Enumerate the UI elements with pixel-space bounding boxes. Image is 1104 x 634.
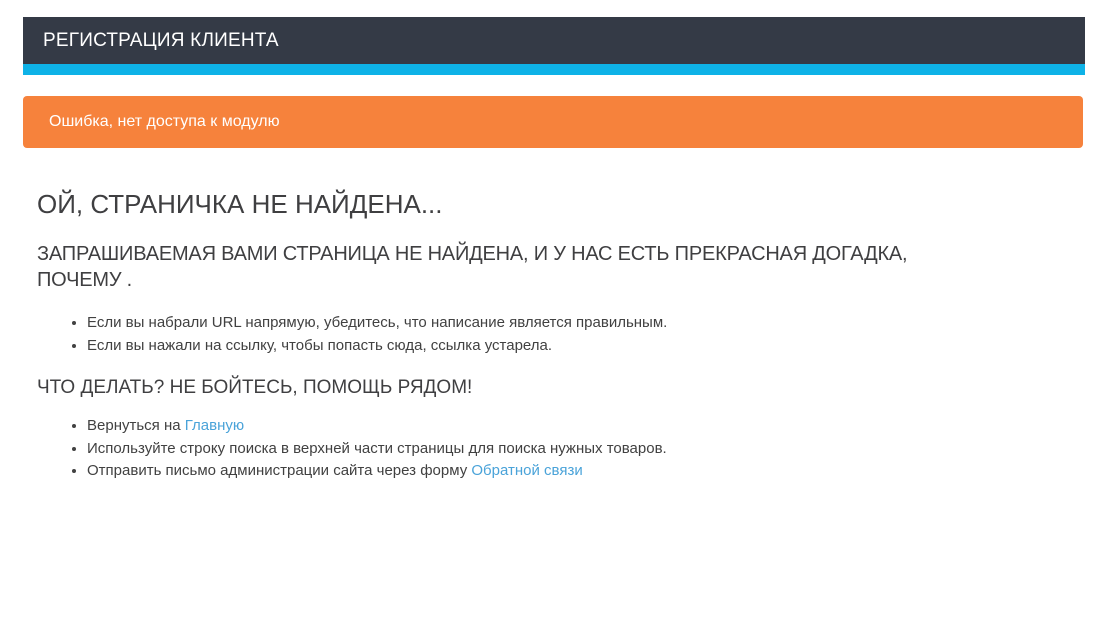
help-title: ЧТО ДЕЛАТЬ? НЕ БОЙТЕСЬ, ПОМОЩЬ РЯДОМ!	[37, 377, 473, 398]
reason-item-url: • Если вы набрали URL напрямую, убедитесь, что написание является правильным.	[87, 312, 1084, 335]
actions-list	[37, 415, 1084, 483]
subtitle-line-2: ПОЧЕМУ .	[37, 269, 133, 291]
action-item-feedback	[87, 460, 1084, 483]
not-found-content	[37, 189, 1084, 483]
home-link[interactable]: Главную	[184, 417, 245, 434]
reason-item-stale-link: • Если вы нажали на ссылку, чтобы попасть сюда, ссылка устарела.	[87, 335, 1084, 358]
feedback-link[interactable]: Обратной связи	[471, 462, 583, 479]
header-accent-bar	[23, 64, 1085, 75]
subtitle-line-1: ЗАПРАШИВАЕМАЯ ВАМИ СТРАНИЦА НЕ НАЙДЕНА, И У НАС ЕСТЬ ПРЕКРАСНАЯ ДОГАДКА,	[37, 243, 908, 265]
reasons-list	[37, 312, 1084, 357]
error-alert-text: Ошибка, нет доступа к модулю	[49, 113, 280, 130]
error-alert	[23, 96, 1083, 148]
page-header	[23, 17, 1085, 64]
action-search-text: Используйте строку поиска в верхней части страницы для поиска нужных товаров.	[87, 439, 667, 457]
action-feedback-text: Отправить письмо администрации сайта через форму	[87, 462, 472, 479]
action-item-home	[87, 415, 1084, 438]
action-item-search	[87, 438, 1084, 461]
action-home-text: Вернуться на	[87, 417, 185, 434]
not-found-title: ОЙ, СТРАНИЧКА НЕ НАЙДЕНА...	[37, 189, 443, 219]
not-found-subtitle	[37, 241, 1084, 293]
page-title: РЕГИСТРАЦИЯ КЛИЕНТА	[43, 29, 279, 51]
